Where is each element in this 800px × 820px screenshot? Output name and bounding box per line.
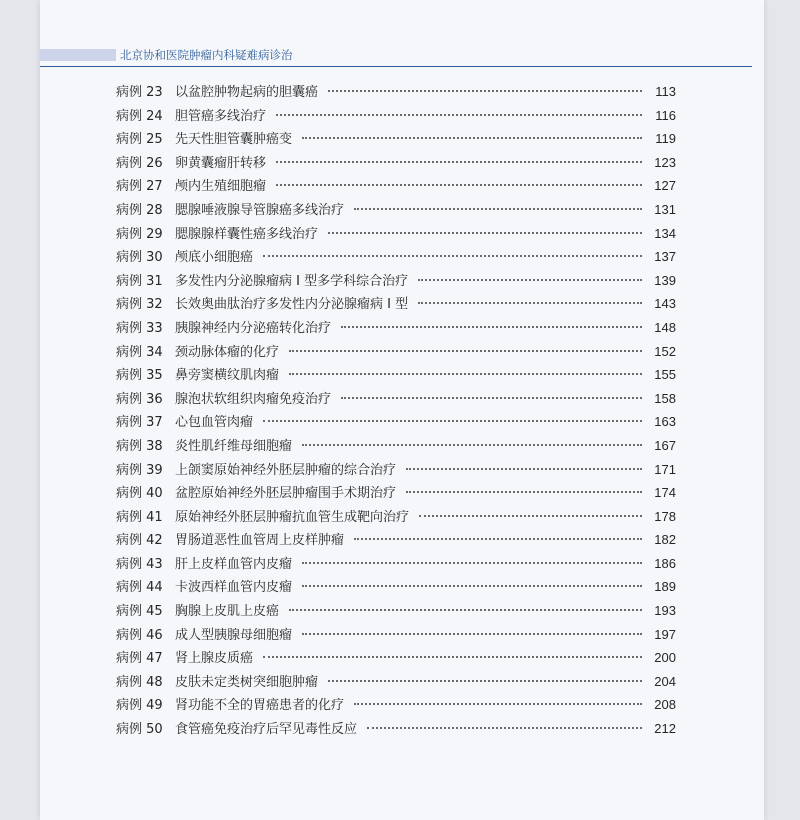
toc-entry[interactable] (116, 387, 676, 411)
dot-leader (418, 302, 642, 304)
toc-entry[interactable] (116, 316, 676, 340)
case-title: 胆管癌多线治疗 (175, 108, 267, 124)
case-title: 成人型胰腺母细胞瘤 (175, 627, 293, 643)
case-title: 上颌窦原始神经外胚层肿瘤的综合治疗 (175, 462, 397, 478)
toc-entry[interactable] (116, 174, 676, 198)
toc-entry[interactable] (116, 575, 676, 599)
case-title: 盆腔原始神经外胚层肿瘤围手术期治疗 (175, 486, 397, 502)
case-number: 病例 33 (116, 320, 163, 336)
page-number: 139 (654, 272, 676, 288)
dot-leader (354, 703, 642, 705)
page-number: 200 (654, 650, 676, 666)
dot-leader (289, 350, 642, 352)
dot-leader (302, 444, 642, 446)
case-title: 卡波西样血管内皮瘤 (175, 580, 293, 596)
case-title: 肾功能不全的胃癌患者的化疗 (175, 698, 345, 714)
case-title: 腺泡状软组织肉瘤免疫治疗 (175, 391, 332, 407)
toc-entry[interactable] (116, 292, 676, 316)
page-number: 134 (654, 225, 676, 241)
running-header (40, 46, 752, 67)
toc-entry[interactable] (116, 505, 676, 529)
toc-entry[interactable] (116, 269, 676, 293)
case-number: 病例 40 (116, 486, 163, 502)
case-number: 病例 37 (116, 415, 163, 431)
case-title: 长效奥曲肽治疗多发性内分泌腺瘤病 Ⅰ 型 (175, 297, 409, 313)
page-number: 186 (654, 555, 676, 571)
page-number: 189 (654, 579, 676, 595)
page-number: 208 (654, 697, 676, 713)
dot-leader (302, 633, 642, 635)
toc-entry[interactable] (116, 340, 676, 364)
case-title: 颅底小细胞癌 (175, 250, 254, 266)
case-number: 病例 43 (116, 556, 163, 572)
case-title: 颅内生殖细胞瘤 (175, 179, 267, 195)
case-number: 病例 47 (116, 651, 163, 667)
dot-leader (341, 326, 642, 328)
dot-leader (302, 137, 642, 139)
dot-leader (341, 397, 642, 399)
toc-entry[interactable] (116, 481, 676, 505)
toc-entry[interactable] (116, 717, 676, 741)
toc-entry[interactable] (116, 458, 676, 482)
dot-leader (328, 680, 642, 682)
case-number: 病例 32 (116, 297, 163, 313)
case-title: 多发性内分泌腺瘤病 Ⅰ 型多学科综合治疗 (175, 273, 409, 289)
page-number: 127 (654, 178, 676, 194)
case-title: 腮腺腺样囊性癌多线治疗 (175, 226, 319, 242)
dot-leader (276, 161, 642, 163)
case-number: 病例 44 (116, 580, 163, 596)
page-number: 193 (654, 603, 676, 619)
page-number: 119 (655, 131, 676, 147)
case-title: 胸腺上皮肌上皮癌 (175, 604, 280, 620)
case-number: 病例 41 (116, 509, 163, 525)
case-title: 炎性肌纤维母细胞瘤 (175, 438, 293, 454)
page-number: 167 (654, 437, 676, 453)
toc-entry[interactable] (116, 552, 676, 576)
dot-leader (367, 727, 642, 729)
dot-leader (354, 538, 642, 540)
dot-leader (263, 420, 642, 422)
toc-entry[interactable] (116, 151, 676, 175)
page-number: 204 (654, 673, 676, 689)
case-title: 胃肠道恶性血管周上皮样肿瘤 (175, 533, 345, 549)
case-title: 肝上皮样血管内皮瘤 (175, 556, 293, 572)
page-number: 137 (654, 249, 676, 265)
toc-entry[interactable] (116, 646, 676, 670)
toc-entry[interactable] (116, 80, 676, 104)
dot-leader (406, 491, 642, 493)
dot-leader (263, 656, 642, 658)
toc-entry[interactable] (116, 127, 676, 151)
toc-entry[interactable] (116, 363, 676, 387)
dot-leader (289, 373, 642, 375)
toc-entry[interactable] (116, 410, 676, 434)
toc-entry[interactable] (116, 693, 676, 717)
toc-entry[interactable] (116, 599, 676, 623)
dot-leader (302, 562, 642, 564)
toc-entry[interactable] (116, 104, 676, 128)
page-number: 171 (654, 461, 676, 477)
case-title: 卵黄囊瘤肝转移 (175, 155, 267, 171)
case-number: 病例 42 (116, 533, 163, 549)
page-number: 113 (655, 84, 676, 99)
page-number: 158 (654, 390, 676, 406)
dot-leader (406, 468, 642, 470)
case-title: 心包血管肉瘤 (175, 415, 254, 431)
table-of-contents (116, 80, 676, 741)
page-number: 148 (654, 319, 676, 335)
dot-leader (289, 609, 642, 611)
toc-entry[interactable] (116, 670, 676, 694)
toc-entry[interactable] (116, 623, 676, 647)
case-title: 鼻旁窦横纹肌肉瘤 (175, 368, 280, 384)
case-title: 先天性胆管囊肿癌变 (175, 132, 293, 148)
case-number: 病例 46 (116, 627, 163, 643)
dot-leader (328, 232, 642, 234)
case-title: 肾上腺皮质癌 (175, 651, 254, 667)
page-number: 174 (654, 485, 676, 501)
page-number: 178 (654, 508, 676, 524)
case-number: 病例 26 (116, 155, 163, 171)
page-number: 116 (655, 107, 676, 123)
case-title: 腮腺唾液腺导管腺癌多线治疗 (175, 202, 345, 218)
page-number: 123 (654, 154, 676, 170)
toc-entry[interactable] (116, 434, 676, 458)
page-number: 131 (654, 201, 676, 217)
case-number: 病例 49 (116, 698, 163, 714)
case-title: 胰腺神经内分泌癌转化治疗 (175, 320, 332, 336)
dot-leader (419, 515, 642, 517)
case-number: 病例 27 (116, 179, 163, 195)
page-number: 212 (654, 721, 676, 737)
dot-leader (276, 184, 642, 186)
header-accent-bar (40, 49, 116, 61)
case-number: 病例 30 (116, 250, 163, 266)
case-number: 病例 34 (116, 344, 163, 360)
page-number: 152 (654, 343, 676, 359)
case-title: 食管癌免疫治疗后罕见毒性反应 (175, 722, 358, 738)
case-number: 病例 25 (116, 132, 163, 148)
dot-leader (276, 114, 642, 116)
case-title: 以盆腔肿物起病的胆囊癌 (175, 85, 319, 100)
dot-leader (302, 585, 642, 587)
case-number: 病例 35 (116, 368, 163, 384)
case-title: 原始神经外胚层肿瘤抗血管生成靶向治疗 (175, 509, 410, 525)
case-number: 病例 38 (116, 438, 163, 454)
toc-entry[interactable] (116, 528, 676, 552)
case-number: 病例 23 (116, 85, 163, 100)
case-number: 病例 24 (116, 108, 163, 124)
dot-leader (354, 208, 642, 210)
toc-entry[interactable] (116, 222, 676, 246)
header-title: 北京协和医院肿瘤内科疑难病诊治 (120, 48, 293, 62)
case-number: 病例 48 (116, 674, 163, 690)
case-number: 病例 29 (116, 226, 163, 242)
dot-leader (328, 90, 642, 92)
dot-leader (418, 279, 642, 281)
case-number: 病例 39 (116, 462, 163, 478)
dot-leader (263, 255, 642, 257)
page-number: 155 (654, 367, 676, 383)
case-number: 病例 28 (116, 202, 163, 218)
case-number: 病例 50 (116, 722, 163, 738)
case-number: 病例 45 (116, 604, 163, 620)
case-number: 病例 31 (116, 273, 163, 289)
page-number: 143 (654, 296, 676, 312)
page-number: 163 (654, 414, 676, 430)
page-number: 197 (654, 626, 676, 642)
case-title: 皮肤未定类树突细胞肿瘤 (175, 674, 319, 690)
page-number: 182 (654, 532, 676, 548)
toc-entry[interactable] (116, 245, 676, 269)
case-title: 颈动脉体瘤的化疗 (175, 344, 280, 360)
toc-entry[interactable] (116, 198, 676, 222)
case-number: 病例 36 (116, 391, 163, 407)
